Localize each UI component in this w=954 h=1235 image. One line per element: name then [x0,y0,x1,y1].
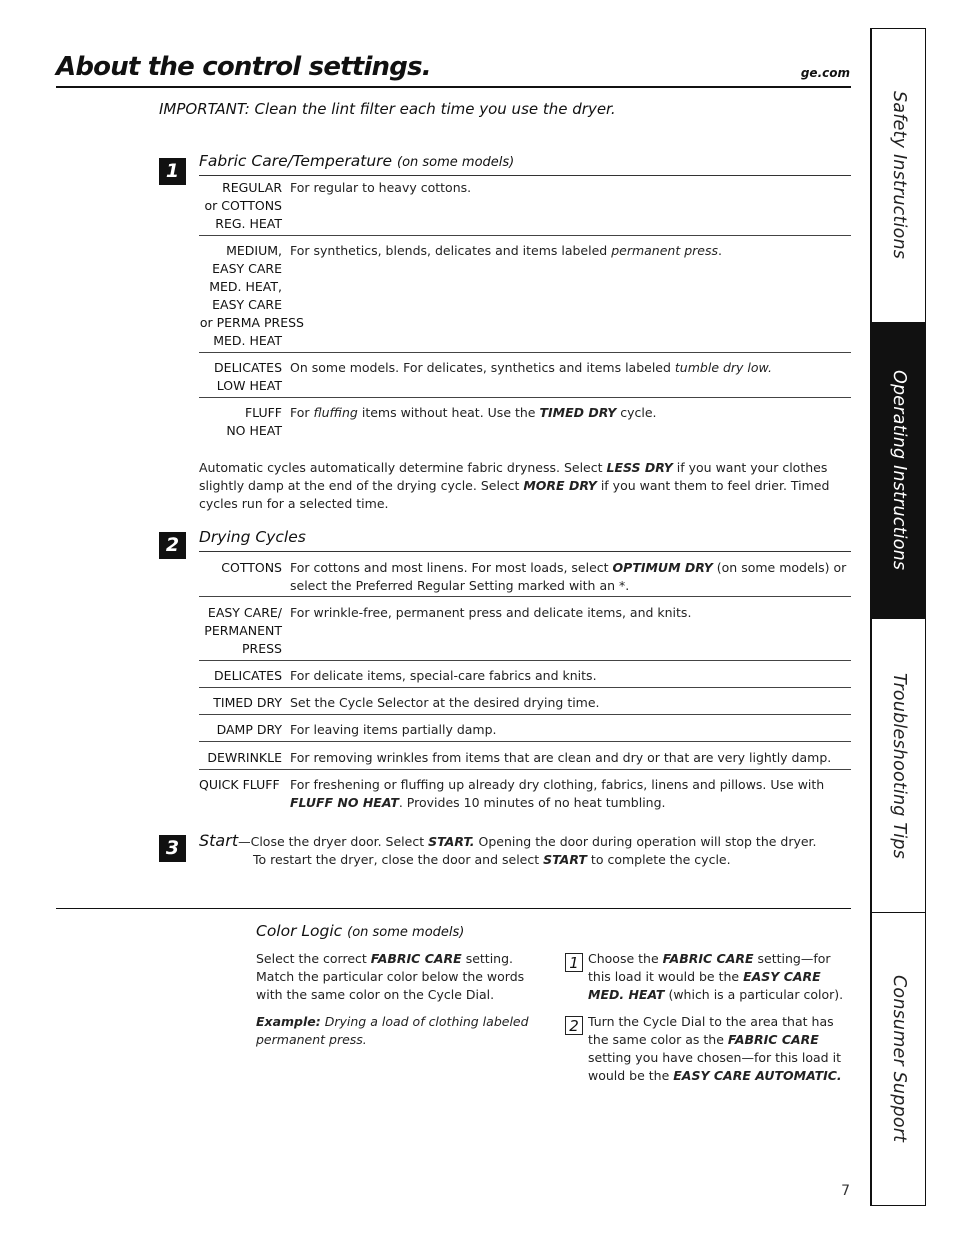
fabric-row-desc: On some models. For delicates, synthetics and items labeled tumble dry low. [290,360,772,375]
section-divider [56,908,851,909]
drying-cycles-rule [199,551,851,552]
cycle-row-delicates [199,667,851,688]
cycle-row-desc: For leaving items partially damp. [290,722,497,737]
fabric-row-label: DELICATES LOW HEAT [214,360,282,393]
step-2-badge: 2 [159,532,186,559]
cycle-row-label: EASY CARE/ PERMANENT PRESS [204,605,282,656]
color-logic-step-2: 2 Turn the Cycle Dial to the area that has the same color as the FABRIC CARE setting you have chosen—for this load it would be the EASY CARE AUTOMATIC. [565,1013,850,1085]
page-number: 7 [841,1183,850,1199]
fabric-row-medium [199,242,851,353]
fabric-row-fluff [199,404,851,443]
fabric-row-desc: For fluffing items without heat. Use the TIMED DRY cycle. [290,405,657,420]
fabric-row-label: MEDIUM, EASY CARE MED. HEAT, EASY CARE or PERMA PRESS MED. HEAT [199,243,304,348]
cycle-row-desc: For wrinkle-free, permanent press and delicate items, and knits. [290,605,692,620]
drying-cycles-heading: Drying Cycles [199,528,306,546]
start-instructions: Start—Close the dryer door. Select START. Opening the door during operation will stop the dryer. To restart the dryer, close the door and select START to complete the cycle. [199,831,817,867]
fabric-care-heading-text: Fabric Care/Temperature [199,152,393,170]
step-1-badge: 1 [159,158,186,185]
fabric-care-heading-sub: (on some models) [397,155,515,170]
color-logic-intro: Select the correct FABRIC CARE setting. Match the particular color below the words with the same color on the Cycle Dial. Example: Drying a load of clothing labeled permanent press. [256,950,536,1058]
color-logic-example: Example: Drying a load of clothing labeled permanent press. [256,1014,529,1047]
page-title: About the control settings. [56,52,431,82]
cycle-row-desc: For delicate items, special-care fabrics and knits. [290,668,597,683]
step-3-badge: 3 [159,835,186,862]
step-number-box: 1 [565,953,583,972]
tab-safety-instructions[interactable]: Safety Instructions [889,91,909,260]
fabric-row-label: REGULAR or COTTONS REG. HEAT [204,180,282,231]
step-number-box: 2 [565,1016,583,1035]
section-sidebar [870,28,926,1206]
cycle-row-label: DELICATES [214,668,282,683]
cycle-row-desc: Set the Cycle Selector at the desired drying time. [290,695,600,710]
cycle-row-timed-dry [199,694,851,715]
cycle-row-dewrinkle [199,749,851,770]
cycle-row-label: TIMED DRY [213,695,282,710]
fabric-row-desc: For synthetics, blends, delicates and items labeled permanent press. [290,243,722,258]
cycle-row-label: DEWRINKLE [207,750,282,765]
title-divider [56,86,851,88]
fabric-care-heading [199,152,514,170]
tab-consumer-support[interactable]: Consumer Support [889,975,909,1143]
cycle-row-desc: For freshening or fluffing up already dry clothing, fabrics, linens and pillows. Use with FLUFF NO HEAT. Provides 10 minutes of no heat tumbling. [290,777,825,810]
tab-operating-instructions[interactable]: Operating Instructions [872,323,926,618]
important-note: IMPORTANT: Clean the lint filter each time you use the dryer. [159,100,616,118]
cycle-row-quick-fluff [199,776,851,814]
cycle-row-label: COTTONS [221,560,282,575]
site-url: ge.com [800,66,850,80]
cycle-row-desc: For removing wrinkles from items that are clean and dry or that are very lightly damp. [290,750,832,765]
color-logic-heading: Color Logic (on some models) [256,922,465,940]
cycle-row-label: QUICK FLUFF [199,777,280,792]
color-logic-step-1: 1 Choose the FABRIC CARE setting—for this load it would be the EASY CARE MED. HEAT (which is a particular color). [565,950,850,1004]
fabric-care-rule [199,175,851,176]
tab-troubleshooting-tips[interactable]: Troubleshooting Tips [889,672,909,859]
automatic-cycles-note: Automatic cycles automatically determine fabric dryness. Select LESS DRY if you want your clothes slightly damp at the end of the drying cycle. Select MORE DRY if you want them to feel drier. Timed cycles run for a selected time. [199,460,830,511]
fabric-row-label: FLUFF NO HEAT [226,405,282,438]
fabric-row-desc: For regular to heavy cottons. [290,180,472,195]
fabric-row-delicates [199,359,851,398]
cycle-row-cottons [199,559,851,597]
cycle-row-desc: For cottons and most linens. For most loads, select OPTIMUM DRY (on some models) or select the Preferred Regular Setting marked with an *. [290,560,847,593]
fabric-row-regular [199,179,851,236]
start-heading: Start [199,831,239,850]
cycle-row-easy-care [199,604,851,661]
cycle-row-label: DAMP DRY [216,722,282,737]
cycle-row-damp-dry [199,721,851,742]
